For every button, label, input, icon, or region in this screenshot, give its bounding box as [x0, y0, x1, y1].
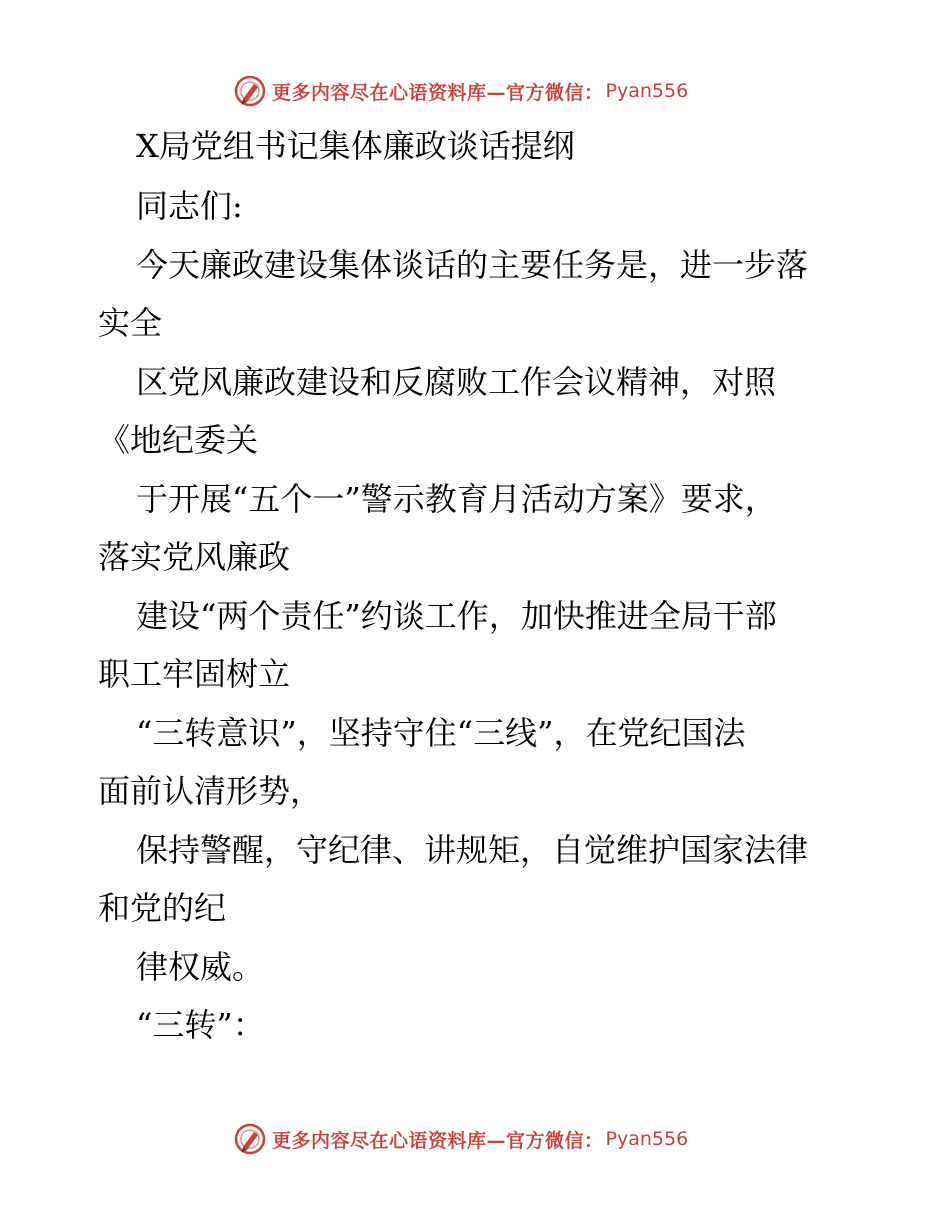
header-banner-wechat-id: Pyan556 — [605, 80, 689, 102]
document-line: 面前认清形势， — [98, 772, 323, 810]
document-line: 实全 — [98, 304, 163, 342]
document-line: 和党的纪 — [98, 889, 227, 927]
footer-watermark-banner — [234, 1122, 688, 1156]
document-line: 落实党风廉政 — [98, 538, 291, 576]
document-line: 职工牢固树立 — [98, 655, 291, 693]
document-line: 区党风廉政建设和反腐败工作会议精神，对照 — [136, 363, 777, 401]
document-line: 建设“两个责任”约谈工作，加快推进全局干部 — [136, 597, 777, 635]
document-line: 今天廉政建设集体谈话的主要任务是，进一步落 — [136, 246, 809, 284]
document-line: 同志们: — [136, 187, 243, 225]
header-watermark-banner — [234, 74, 688, 108]
footer-banner-wechat-id: Pyan556 — [605, 1128, 689, 1150]
document-line: 保持警醒，守纪律、讲规矩，自觉维护国家法律 — [136, 831, 809, 869]
document-line: 律权威。 — [136, 948, 265, 986]
document-title: X局党组书记集体廉政谈话提纲 — [136, 127, 575, 165]
footer-banner-text: 更多内容尽在心语资料库—官方微信： — [272, 1129, 604, 1152]
document-line: “三转意识”，坚持守住“三线”，在党纪国法 — [136, 714, 746, 752]
header-banner-text: 更多内容尽在心语资料库—官方微信： — [272, 81, 604, 104]
document-line: 于开展“五个一”警示教育月活动方案》要求， — [136, 480, 777, 518]
pen-logo-icon — [234, 75, 266, 107]
pen-logo-icon — [234, 1123, 266, 1155]
document-line: “三转”： — [136, 1006, 265, 1044]
document-line: 《地纪委关 — [98, 421, 259, 459]
